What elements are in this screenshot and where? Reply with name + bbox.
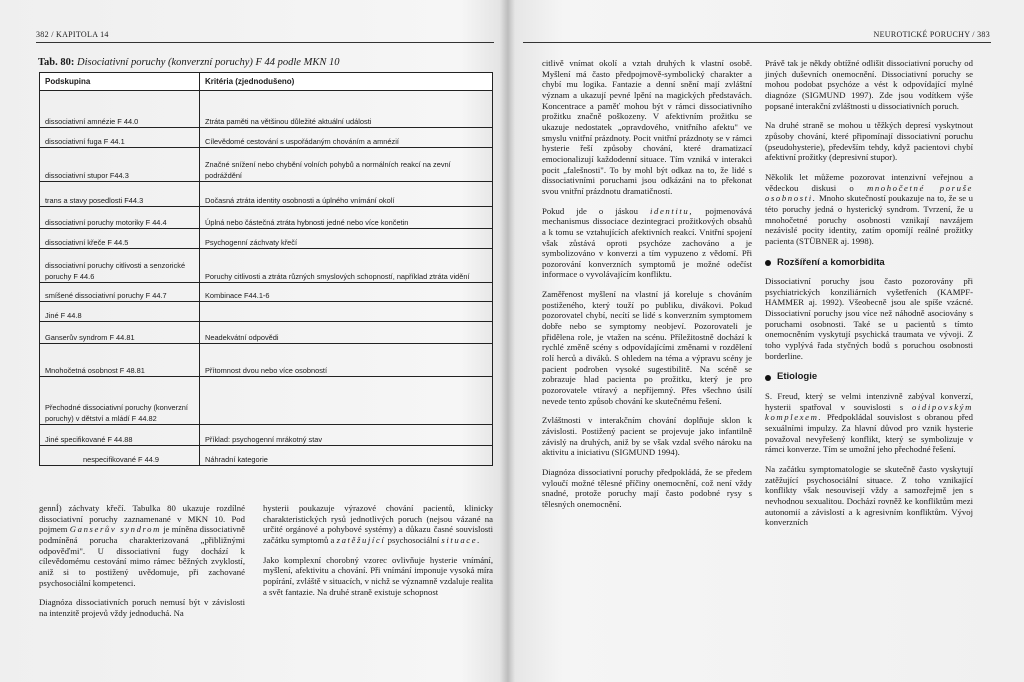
text-run: Několik let můžeme pozorovat intenzivní veřejnou a vědeckou diskusi o (765, 171, 973, 193)
dissociative-disorders-table (39, 72, 493, 466)
paragraph (765, 172, 973, 247)
table-row (40, 128, 493, 148)
bullet-icon (765, 375, 771, 381)
table-row (40, 446, 493, 466)
paragraph: Diagnóza dissociativní poruchy předpokládá, že se předem vyloučí možné tělesné příčiny onemocnění, což není vždy snadné, protože poruchy mají často podobné rysy s tělesných onemocnění. (542, 466, 752, 509)
criteria-cell: Cílevědomé cestování s uspořádaným chováním a amnézií (200, 128, 493, 148)
text-run: hysterii poukazuje výrazové chování pacientů, klinicky charakteristických rysů jednotlivých poruch (nejsou vázané na určité orgánové a pohybové systémy) a důkazu časné souvislosti začátku symptomů a (263, 503, 493, 545)
criteria-cell: Přítomnost dvou nebo více osobností (200, 344, 493, 377)
subgroup-cell: dissociativní stupor F44.3 (40, 148, 200, 182)
subgroup-cell: Mnohočetná osobnost F 48.81 (40, 344, 200, 377)
criteria-cell (200, 302, 493, 322)
table-row (40, 148, 493, 182)
paragraph: Diagnóza dissociativních poruch nemusí být v závislosti na intenzitě projevů vždy jednoduchá. Na (39, 597, 245, 618)
right-column-a (542, 58, 752, 510)
emphasis-term: identitu, (650, 205, 694, 216)
subgroup-cell: trans a stavy posedlosti F44.3 (40, 182, 200, 207)
text-run: pojmenovává mechanismus dissociace dezintegraci prožitkových obsahů a k tomu se vztahujících afektivních reakcí. Vnitřní spojení však zůstává oproti psychóze zachováno a je symbolizováno v konverzi a tím vypuzeno z vědomí. Při pozorování konverzních symptomů je možné odečíst informace o vyvolávajícím konfliktu. (542, 205, 752, 280)
left-column-a (39, 503, 245, 619)
table-row (40, 322, 493, 344)
table-header-row (40, 73, 493, 91)
left-running-head: 382 / KAPITOLA 14 (36, 30, 109, 39)
emphasis-term: situace. (441, 534, 481, 545)
subgroup-cell: Přechodné dissociativní poruchy (konverzní poruchy) v dětství a mládí F 44.82 (40, 377, 200, 425)
subgroup-cell: dissociativní amnézie F 44.0 (40, 91, 200, 128)
paragraph (542, 206, 752, 281)
emphasis-term: zatěžující (336, 534, 386, 545)
table-caption (38, 57, 339, 68)
table-label: Tab. 80: (38, 57, 75, 68)
subgroup-cell: nespecifikované F 44.9 (40, 446, 200, 466)
table-row (40, 425, 493, 446)
subgroup-cell: dissociativní fuga F 44.1 (40, 128, 200, 148)
paragraph (39, 503, 245, 588)
paragraph: Jako komplexní chorobný vzorec ovlivňuje hysterie vnímání, myšlení, afektivitu a chování. Při vnímání imponuje vysoká míra popírání, zvláště v situacích, v nichž se významně vzdaluje realita a svět fantazie. Na druhé straně existuje schopnost (263, 554, 493, 597)
paragraph: Zaměřenost myšlení na vlastní já koreluje s chováním postiženého, který touží po publiku, divákovi. Pokud pozorovatel chybí, necítí se lidé s konverzním symptomem dobře nebo se symptomy neobjeví. Pozorovateli je přidělena role, je vtažen na scénu. Příležitostně dochází k rychlé změně scény s odpovídajícími změnami v rozdělení rolí herců a diváků. S ohledem na téma a výpravu scény je pacient podroben vysoké sugestibilitě. Na scéně se zobrazuje hlad pacienta po prožitku, který je pro pozorovatele vtíravý a nepříjemný. Přes všechno úsilí nevede tento způsob chování ke skutečnému řešení. (542, 289, 752, 406)
criteria-cell: Dočasná ztráta identity osobnosti a úplného vnímání okolí (200, 182, 493, 207)
criteria-cell: Neadekvátní odpovědi (200, 322, 493, 344)
bullet-icon (765, 260, 771, 266)
paragraph: Dissociativní poruchy jsou často pozorovány při psychiatrických konziliárních vyšetřeních (KAMPF-HAMMER aj. 1992). Všeobecně jsou ale spíše vzácné. Dissociativní poruchy jsou více než náhodně asociovány s poruchami osobnosti. Také se u pacientů s tímto onemocněním vyskytují psychická traumata ve vývoji. Z toho vyplývá řada styčných bodů s poruchou osobnosti borderline. (765, 276, 973, 361)
left-column-b (263, 503, 493, 597)
paragraph (765, 391, 973, 455)
right-page (513, 0, 1024, 682)
table-row (40, 182, 493, 207)
emphasis-term: Ganserův syndrom (69, 524, 161, 535)
criteria-cell: Kombinace F44.1-6 (200, 283, 493, 302)
criteria-cell: Ztráta paměti na většinou důležité aktuální události (200, 91, 493, 128)
text-run: Pokud jde o jáskou (542, 205, 638, 216)
header-criteria: Kritéria (zjednodušeno) (200, 73, 493, 91)
table-row (40, 91, 493, 128)
paragraph: Právě tak je někdy obtížné odlišit dissociativní poruchy od jiných duševních onemocnění. Dissociativní poruchy se mohou podobat psychóze a vést k odpovídající mylné diagnóze (SIGMUND 1997). Zde jsou vodítkem výše popsané interakční zvláštnosti u dissociativních poruch. (765, 58, 973, 111)
table-row (40, 207, 493, 229)
criteria-cell: Náhradní kategorie (200, 446, 493, 466)
text-run: S. Freud, který se velmi intenzivně zabýval konverzí, hysterii spatřoval v souvislosti s (765, 391, 973, 412)
text-run: je míněna dissociativně podmíněná porucha charakterizovaná „přibližnými odpověďmi". U dissociativní fugy dochází k cílevědomému cestování mimo rámec běžných zvyklostí, aniž si to postižený uvědomuje, při zachované psychosociální kompetenci. (39, 524, 245, 588)
table-body (40, 91, 493, 466)
subgroup-cell: Jiné F 44.8 (40, 302, 200, 322)
criteria-cell: Psychogenní záchvaty křečí (200, 229, 493, 249)
subgroup-cell: Jiné specifikované F 44.88 (40, 425, 200, 446)
right-running-head: NEUROTICKÉ PORUCHY / 383 (873, 30, 990, 39)
paragraph: Na začátku symptomatologie se skutečně často vyskytují zatěžující psychosociální situace. Z toho vznikající konflikty však nesouvisejí vždy a samozřejmě jen s nevhodnou sexualitou. Dochází rovněž ke konfliktům mezi autonomií a závislostí a k agresivním konfliktům. Vývoj konverzních (765, 464, 973, 528)
text-run: psychosociální (387, 534, 440, 545)
table-row (40, 229, 493, 249)
section-heading (765, 258, 973, 269)
subgroup-cell: Ganserův syndrom F 44.81 (40, 322, 200, 344)
criteria-cell: Příklad: psychogenní mrákotný stav (200, 425, 493, 446)
section-heading-text: Etiologie (777, 371, 818, 383)
criteria-cell: Značné snížení nebo chybění volních pohybů a normálních reakcí na zevní podráždění (200, 148, 493, 182)
criteria-cell: Úplná nebo částečná ztráta hybnosti jedné nebo více končetin (200, 207, 493, 229)
table-row (40, 249, 493, 283)
right-column-b (765, 58, 973, 528)
subgroup-cell: dissociativní poruchy citlivosti a senzorické poruchy F 44.6 (40, 249, 200, 283)
left-page (0, 0, 505, 682)
subgroup-cell: dissociativní poruchy motoriky F 44.4 (40, 207, 200, 229)
emphasis-term: oidipovským komplexem. (765, 401, 973, 423)
subgroup-cell: smíšené dissociativní poruchy F 44.7 (40, 283, 200, 302)
table-row (40, 377, 493, 425)
text-run: gennÍ) záchvaty křečí. Tabulka 80 ukazuje rozdílné dissociativní poruchy zaznamenané v MKN 10. Pod pojmem (39, 503, 245, 535)
text-run: Mnoho skutečností poukazuje na to, že se u této poruchy jedná o hysterický syndrom. Tvrzení, že u mnohočetné poruchy osobnosti vznikají navzájem nezávislé pocity identity, zatím opomíjí reálné prožitky pacienta (STÜBNER aj. 1998). (765, 193, 974, 246)
subgroup-cell: dissociativní křeče F 44.5 (40, 229, 200, 249)
text-run: Předpokládal souvislost s obranou před sexuálními impulzy. Za hlavní důvod pro vznik hysterie považoval nevyřešený konflikt, který se symbolizuje v rámci konverze. Tím se umožní jeho přechodné řešení. (765, 412, 973, 455)
table-title: Disociativní poruchy (konverzní poruchy) F 44 podle MKN 10 (77, 57, 340, 68)
paragraph: Na druhé straně se mohou u těžkých depresí vyskytnout způsoby chování, které připomínají dissociativní poruchu (pseudohysterie), především tehdy, když pacientovi chybí afektivní prožitky (depresivní stupor). (765, 120, 973, 163)
paragraph (263, 503, 493, 546)
header-subgroup: Podskupina (40, 73, 200, 91)
paragraph: citlivě vnímat okolí a vztah druhých k vlastní osobě. Myšlení má často předpojmově-symbolický charakter a chybí mu logika. Fantazie a denní snění mají zvláštní význam a ukazují pevné lpění na magických představách. Koncentrace a paměť mohou být v rámci dissociativního prožitku značně poškozeny. V afektivním prožitku se ukazuje nedostatek „opravdového, vnitřního afektu" ve smyslu vnitřní prázdnoty. Pocit vnitřní prázdnoty se v rámci hysterie řeší způsoby chování, které dramatizací emocionalizují každodenní situace. Tím vzniká v interakci pocit „falešnosti". To by mohl být odkaz na to, že lidé s dissociativními poruchami jsou odkázáni na to překonat svou vnitřní prázdnotu dramatičností. (542, 58, 752, 196)
left-head-rule (36, 42, 494, 43)
emphasis-term: mnohočetné poruše osobnosti. (765, 182, 974, 204)
section-heading (765, 372, 973, 383)
right-head-rule (523, 42, 991, 43)
table-row (40, 344, 493, 377)
table-row (40, 283, 493, 302)
section-heading-text: Rozšíření a komorbidita (777, 256, 885, 268)
criteria-cell (200, 377, 493, 425)
criteria-cell: Poruchy citlivosti a ztráta různých smyslových schopností, například ztráta vidění (200, 249, 493, 283)
table-row (40, 302, 493, 322)
paragraph: Zvláštnosti v interakčním chování doplňuje sklon k závislosti. Postižený pacient se projevuje jako infantilně závislý na druhých, aniž by se však vzdal svého nároku na aktivitu a iniciativu (SIGMUND 1994). (542, 415, 752, 458)
